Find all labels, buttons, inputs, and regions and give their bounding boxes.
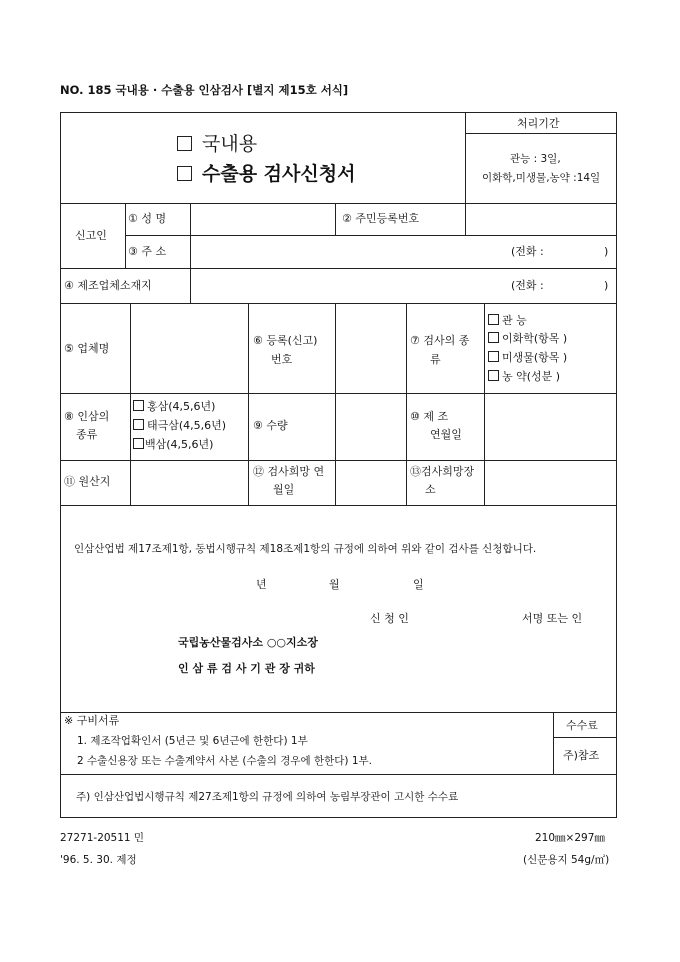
manufacture-date-field[interactable] [486,395,615,458]
inspection-type-label-2: 류 [430,353,441,366]
declaration-text: 인삼산업법 제17조제1항, 동법시행규칙 제18조제1항의 규정에 의하여 위와 같이 검사를 신청합니다. [74,543,537,555]
factory-label: ④ 제조업체소재지 [64,279,152,292]
signature-label: 서명 또는 인 [522,612,583,625]
inspection-option-microbial[interactable]: 미생물(항목 ) [488,351,567,365]
fee-value: 주)참조 [563,749,600,762]
factory-field[interactable] [192,270,502,301]
processing-line2: 이화학,미생물,농약 :14일 [482,172,601,184]
fee-note: 주) 인삼산업법시행규칙 제27조제1항의 규정에 의하여 농림부장관이 고시한 수수료 [76,791,459,803]
form-header: NO. 185 국내용 · 수출용 인삼검사 [별지 제15호 서식] [60,83,349,97]
name-field[interactable] [192,205,332,233]
inspection-type-label: ⑦ 검사의 종 [410,334,470,347]
applicant-label: 신고인 [75,229,107,242]
date-month: 월 [329,578,340,591]
registration-field[interactable] [337,305,404,391]
documents-title: ※ 구비서류 [64,714,120,727]
desired-place-field[interactable] [486,462,615,503]
quantity-field[interactable] [337,395,404,458]
applicant-phone-close: ) [604,245,609,258]
quantity-label: ⑨ 수량 [253,419,288,432]
checkbox-export[interactable] [177,166,192,181]
id-field[interactable] [467,205,615,233]
id-label: ② 주민등록번호 [342,212,420,225]
inspection-option-sensory[interactable]: 관 능 [488,314,527,328]
inspection-option-pesticide[interactable]: 농 약(성분 ) [488,370,560,384]
title-domestic: 국내용 [177,131,257,157]
checkbox[interactable] [488,332,499,343]
manufacture-date-label: ⑩ 제 조 [410,410,449,423]
factory-phone-label: (전화 : [511,279,544,292]
date-year: 년 [256,578,267,591]
inspection-option-physicochemical[interactable]: 이화학(항목 ) [488,332,567,346]
factory-phone-close: ) [604,279,609,292]
paper-type: (신문용지 54g/㎡) [523,854,610,866]
origin-field[interactable] [132,462,246,503]
desired-place-label: ⑬검사희망장 [410,465,475,478]
documents-item-1: 1. 제조작업확인서 (5년근 및 6년근에 한한다) 1부 [77,735,308,747]
ginseng-option-white[interactable]: 백삼(4,5,6년) [133,438,213,452]
recipient-title: 인 삼 류 검 사 기 관 장 귀하 [178,662,315,675]
desired-place-label-2: 소 [425,483,436,496]
checkbox[interactable] [488,351,499,362]
name-label: ① 성 명 [128,212,167,225]
business-name-field[interactable] [132,305,246,391]
title-export: 수출용 검사신청서 [177,161,355,187]
documents-item-2: 2 수출신용장 또는 수출계약서 사본 (수출의 경우에 한한다) 1부. [77,755,373,767]
fee-label: 수수료 [566,719,598,732]
desired-date-label-2: 월일 [273,483,295,496]
checkbox[interactable] [133,438,144,449]
registration-label: ⑥ 등록(신고) [253,334,318,347]
applicant-phone-label: (전화 : [511,245,544,258]
business-name-label: ⑤ 업체명 [64,342,110,355]
applicant-sign-label: 신 청 인 [370,612,409,625]
address-label: ③ 주 소 [128,245,167,258]
ginseng-option-red[interactable]: 홍삼(4,5,6년) [133,400,215,414]
checkbox-domestic[interactable] [177,136,192,151]
date-day: 일 [413,578,424,591]
address-field[interactable] [192,237,502,266]
registration-label-2: 번호 [271,353,293,366]
desired-date-label: ⑫ 검사희망 연 [253,465,325,478]
recipient-office: 국립농산물검사소 ○○지소장 [178,636,318,649]
manufacture-date-label-2: 연월일 [430,428,462,441]
checkbox[interactable] [133,419,144,430]
processing-line1: 관능 : 3일, [510,153,561,165]
desired-date-field[interactable] [337,462,404,503]
checkbox[interactable] [488,314,499,325]
checkbox[interactable] [133,400,144,411]
origin-label: ⑪ 원산지 [64,475,111,488]
paper-size: 210㎜×297㎜ [535,832,605,844]
enactment-date: '96. 5. 30. 제정 [60,854,137,866]
ginseng-type-label-2: 종류 [76,428,98,441]
form-code: 27271-20511 민 [60,832,145,844]
checkbox[interactable] [488,370,499,381]
ginseng-option-taeguk[interactable]: 태극삼(4,5,6년) [133,419,226,433]
ginseng-type-label: ⑧ 인삼의 [64,410,110,423]
processing-label: 처리기간 [517,117,560,130]
